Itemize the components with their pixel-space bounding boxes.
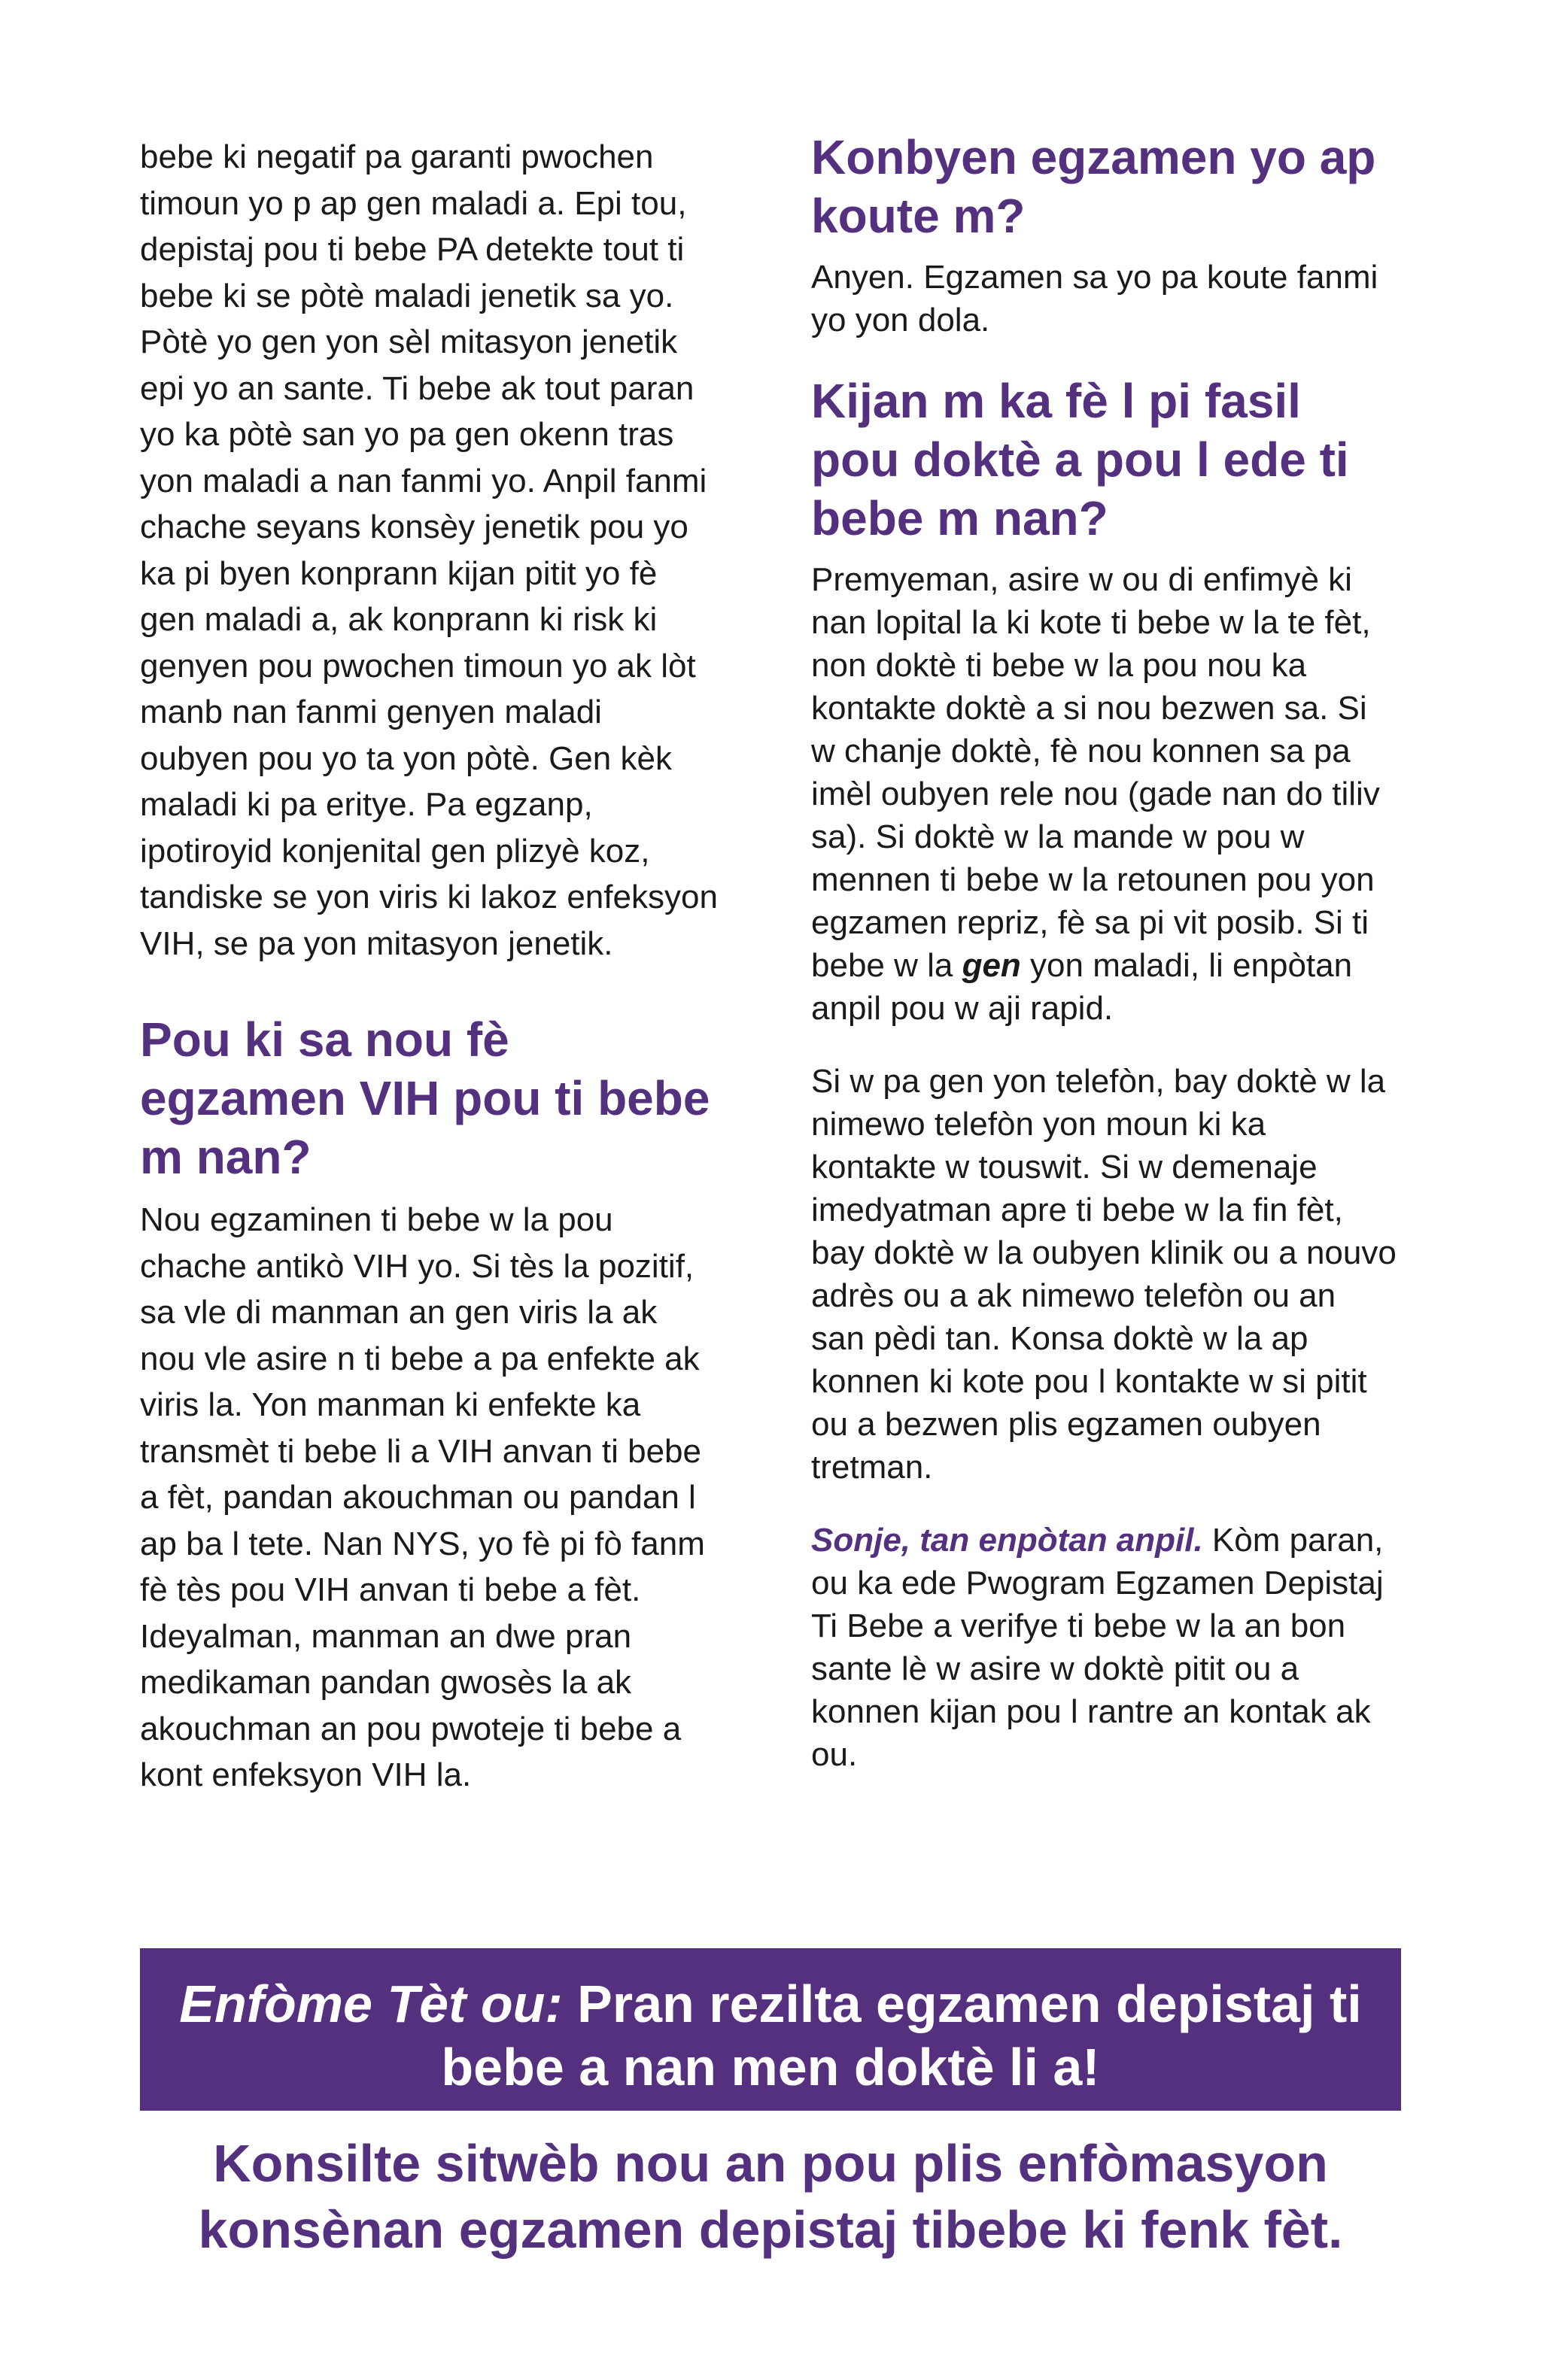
- hiv-paragraph: Nou egzaminen ti bebe w la pou chache antikò VIH yo. Si tès la pozitif, sa vle di manman an gen viris la ak nou vle asire n ti bebe a pa enfekte ak viris la. Yon manman ki enfekte ka transmèt ti bebe li a VIH anvan ti bebe a fèt, pandan akouchman ou pandan l ap ba l tete. Nan NYS, yo fè pi fò fanm fè tès pou VIH anvan ti bebe a fèt. Ideyalman, manman an dwe pran medikaman pandan gwosès la ak akouchman an pou pwoteje ti bebe a kont enfeksyon VIH la.: [140, 1201, 705, 1793]
- banner-text: Pran rezilta egzamen depistaj ti bebe a nan men doktè li a!: [441, 1975, 1362, 2096]
- info-banner: [140, 1948, 1401, 2111]
- left-column: [140, 134, 719, 1799]
- help-paragraph-after: yon maladi, li enpòtan anpil pou w aji rapid.: [811, 947, 1353, 1027]
- intro-paragraph: bebe ki negatif pa garanti pwochen timoun yo p ap gen maladi a. Epi tou, depistaj pou ti bebe PA detekte tout ti bebe ki se pòtè maladi jenetik sa yo. Pòtè yo gen yon sèl mitasyon jenetik epi yo an sante. Ti bebe ak tout paran yo ka pòtè san yo pa gen okenn tras yon maladi a nan fanmi yo. Anpil fanmi chache seyans konsèy jenetik pou yo ka pi byen konprann kijan pitit yo fè gen maladi a, ak konprann ki risk ki genyen pou pwochen timoun yo ak lòt manb nan fanmi genyen maladi oubyen pou yo ta yon pòtè. Gen kèk maladi ki pa eritye. Pa egzanp, ipotiroyid konjenital gen plizyè koz, tandiske se yon viris ki lakoz enfeksyon VIH, se pa yon mitasyon jenetik.: [140, 138, 718, 962]
- right-column: [811, 130, 1398, 1776]
- cost-paragraph: Anyen. Egzamen sa yo pa koute fanmi yo yon dola.: [811, 259, 1378, 338]
- website-call-to-action: Konsilte sitwèb nou an pou plis enfòmasyon konsènan egzamen depistaj tibebe ki fenk fèt.: [198, 2134, 1343, 2259]
- reminder-paragraph: [811, 1519, 1398, 1776]
- reminder-text: Kòm paran, ou ka ede Pwogram Egzamen Depistaj Ti Bebe a verifye ti bebe w la an bon sante lè w asire w doktè pitit ou a konnen kijan pou l rantre an kontak ak ou.: [811, 1522, 1384, 1773]
- banner-lead: Enfòme Tèt ou:: [179, 1975, 563, 2033]
- hiv-heading: Pou ki sa nou fè egzamen VIH pou ti bebe m nan?: [140, 1012, 710, 1184]
- help-paragraph-emphasis: gen: [962, 947, 1021, 984]
- help-paragraph: [811, 558, 1398, 1030]
- phone-paragraph: Si w pa gen yon telefòn, bay doktè w la nimewo telefòn yon moun ki ka kontakte w touswit. Si w demenaje imedyatman apre ti bebe w la fin fèt, bay doktè w la oubyen klinik ou a nouvo adrès ou a ak nimewo telefòn ou an san pèdi tan. Konsa doktè w la ap konnen ki kote pou l kontakte w si pitit ou a bezwen plis egzamen oubyen tretman.: [811, 1063, 1397, 1486]
- help-paragraph-before: Premyeman, asire w ou di enfimyè ki nan lopital la ki kote ti bebe w la te fèt, non doktè ti bebe w la pou nou ka kontakte doktè a si nou bezwen sa. Si w chanje doktè, fè nou konnen sa pa imèl oubyen rele nou (gade nan do tiliv sa). Si doktè w la mande w pou w mennen ti bebe w la retounen pou yon egzamen repriz, fè sa pi vit posib. Si ti bebe w la: [811, 561, 1380, 984]
- help-heading: Kijan m ka fè l pi fasil pou doktè a pou l ede ti bebe m nan?: [811, 374, 1349, 545]
- reminder-lead: Sonje, tan enpòtan anpil.: [811, 1522, 1203, 1559]
- cost-heading: Konbyen egzamen yo ap koute m?: [811, 130, 1376, 243]
